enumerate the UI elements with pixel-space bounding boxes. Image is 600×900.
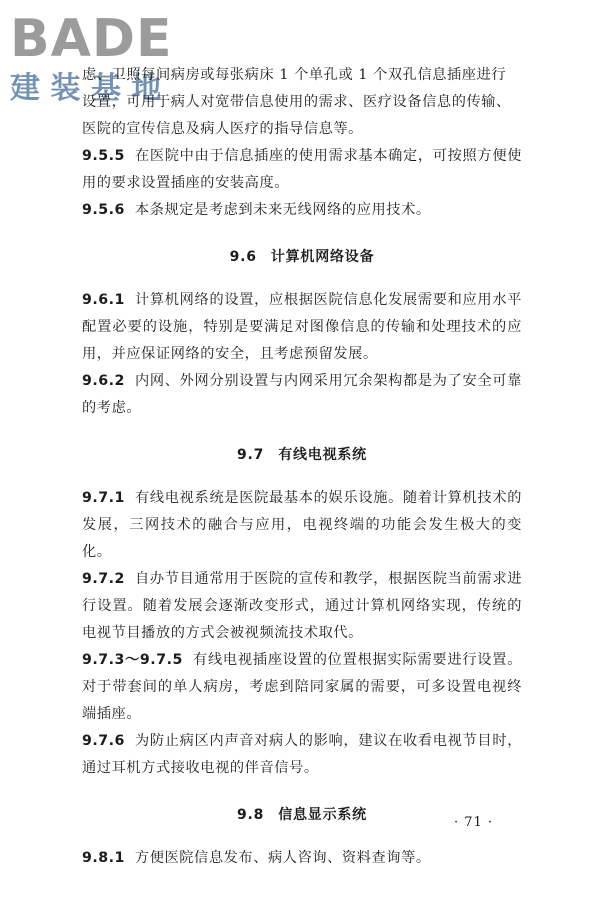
clause-text: 计算机网络的设置，应根据医院信息化发展需要和应用水平配置必要的设施，特别是要满足对图像信息的传输和处理技术的应用，并应保证网络的安全，且考虑预留发展。	[82, 292, 522, 362]
clause-text: 为防止病区内声音对病人的影响，建议在收看电视节目时，通过耳机方式接收电视的伴音信号。	[82, 733, 522, 776]
section-title: 计算机网络设备	[270, 249, 375, 265]
section-heading-9-6	[82, 246, 522, 268]
clause-text: 有线电视系统是医院最基本的娱乐设施。随着计算机技术的发展，三网技术的融合与应用，电视终端的功能会发生极大的变化。	[82, 490, 522, 560]
clause-number: 9.6.1	[82, 292, 125, 308]
clause-9-7-2	[82, 566, 522, 647]
clause-number: 9.7.1	[82, 490, 125, 506]
clause-text: 有线电视插座设置的位置根据实际需要进行设置。对于带套间的单人病房，考虑到陪同家属的需要，可多设置电视终端插座。	[82, 652, 522, 722]
clause-number: 9.8.1	[82, 850, 125, 866]
watermark-brand: BADE	[10, 9, 173, 69]
clause-text: 方便医院信息发布、病人咨询、资料查询等。	[134, 850, 431, 866]
section-title: 有线电视系统	[278, 447, 367, 463]
clause-number: 9.7.2	[82, 571, 125, 587]
section-title: 信息显示系统	[278, 807, 367, 823]
clause-9-5-6	[82, 197, 522, 224]
clause-text: 自办节目通常用于医院的宣传和教学，根据医院当前需求进行设置。随着发展会逐渐改变形式，通过计算机网络实现，传统的电视节目播放的方式会被视频流技术取代。	[82, 571, 522, 641]
section-number: 9.8	[236, 807, 265, 823]
clause-text: 内网、外网分别设置与内网采用冗余架构都是为了安全可靠的考虑。	[82, 373, 522, 416]
clause-number: 9.7.6	[82, 733, 125, 749]
clause-9-6-1	[82, 287, 522, 368]
text-line: 医院的宣传信息及病人医疗的指导信息等。	[82, 121, 363, 137]
clause-9-8-1	[82, 845, 522, 872]
section-number: 9.6	[229, 249, 257, 265]
clause-number: 9.7.3～9.7.5	[82, 652, 183, 668]
clause-number: 9.5.5	[82, 148, 125, 164]
clause-number: 9.6.2	[82, 373, 125, 389]
clause-text: 在医院中由于信息插座的使用需求基本确定，可按照方便使用的要求设置插座的安装高度。	[82, 148, 522, 191]
clause-9-7-6	[82, 728, 522, 782]
document-page	[82, 62, 522, 872]
text-line: 设置，可用于病人对宽带信息使用的需求、医疗设备信息的传输、	[82, 94, 511, 110]
clause-number: 9.5.6	[82, 202, 125, 218]
section-heading-9-7	[82, 444, 522, 466]
watermark-subtitle: 建 装 基 地	[10, 71, 162, 104]
clause-9-5-5	[82, 143, 522, 197]
text-line: 虑、卫照每间病房或每张病床 1 个单孔或 1 个双孔信息插座进行	[82, 67, 507, 83]
section-number: 9.7	[236, 447, 265, 463]
clause-9-7-3-to-9-7-5	[82, 647, 522, 728]
clause-9-6-2	[82, 368, 522, 422]
clause-text: 本条规定是考虑到未来无线网络的应用技术。	[134, 202, 431, 218]
clause-9-7-1	[82, 485, 522, 566]
page-number: · 71 ·	[454, 815, 494, 830]
